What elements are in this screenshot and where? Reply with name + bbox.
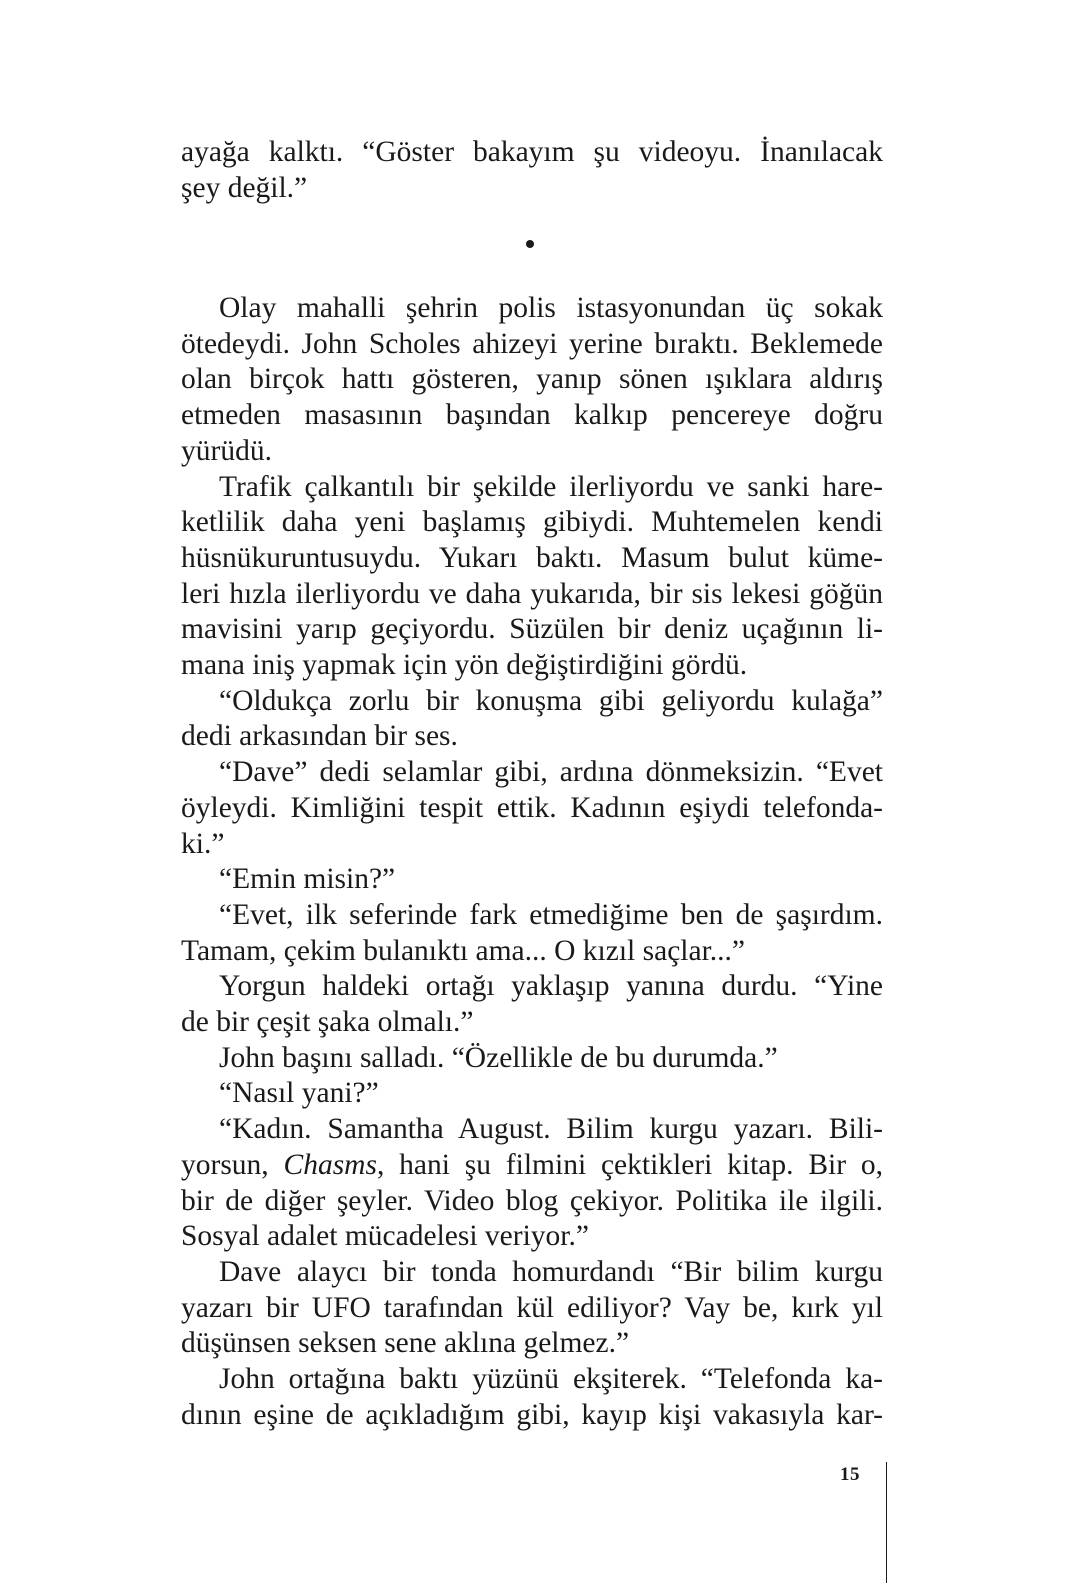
text-line: “Emin misin?” — [219, 863, 396, 896]
text-line: öyleydi. Kimliğini tespit ettik. Kadının eşiydi telefonda- — [181, 791, 883, 824]
text-line: dının eşine de açıkladığım gibi, kayıp kişi vakasıyla kar- — [181, 1398, 883, 1431]
text-line: “Dave” dedi selamlar gibi, ardına dönmeksizin. “Evet — [219, 756, 883, 789]
text-line: ki.” — [181, 827, 225, 860]
text-line: “Evet, ilk seferinde fark etmediğime ben de şaşırdım. — [219, 898, 883, 931]
text-fragment: , hani şu filmini çektikleri kitap. Bir o, — [376, 1148, 883, 1181]
page-number: 15 — [840, 1464, 860, 1485]
text-line: düşünsen seksen sene aklına gelmez.” — [181, 1327, 630, 1360]
text-line: John ortağına baktı yüzünü ekşiterek. “Telefonda ka- — [219, 1363, 883, 1396]
text-line: Sosyal adalet mücadelesi veriyor.” — [181, 1220, 589, 1253]
text-line: Trafik çalkantılı bir şekilde ilerliyordu ve sanki hare- — [219, 470, 883, 503]
text-line: ketlilik daha yeni başlamış gibiydi. Muhtemelen kendi — [181, 506, 883, 539]
text-line: mana iniş yapmak için yön değiştirdiğini gördü. — [181, 649, 748, 682]
text-line: yürüdü. — [181, 434, 272, 467]
text-line: şey değil.” — [181, 171, 308, 204]
text-line: Olay mahalli şehrin polis istasyonundan üç sokak — [219, 292, 883, 324]
text-line: ötedeydi. John Scholes ahizeyi yerine bıraktı. Beklemede — [181, 327, 883, 360]
text-fragment: yorsun, — [181, 1148, 284, 1181]
text-line: “Oldukça zorlu bir konuşma gibi geliyordu kulağa” — [219, 684, 883, 717]
text-line: hüsnükuruntusuydu. Yukarı baktı. Masum bulut küme- — [181, 541, 883, 574]
text-line: mavisini yarıp geçiyordu. Süzülen bir deniz uçağının li- — [181, 613, 883, 646]
text-line: “Nasıl yani?” — [219, 1077, 379, 1110]
text-line: de bir çeşit şaka olmalı.” — [181, 1006, 474, 1039]
text-line: Tamam, çekim bulanıktı ama... O kızıl saçlar...” — [181, 934, 745, 967]
text-line: yazarı bir UFO tarafından kül ediliyor? Vay be, kırk yıl — [181, 1291, 883, 1324]
text-line: “Kadın. Samantha August. Bilim kurgu yazarı. Bili- — [219, 1113, 883, 1146]
text-line: leri hızla ilerliyordu ve daha yukarıda, bir sis lekesi göğün — [181, 577, 883, 610]
text-line-with-title — [181, 1148, 883, 1184]
body-text — [181, 291, 883, 1434]
text-line: John başını salladı. “Özellikle de bu durumda.” — [219, 1041, 778, 1074]
text-line: Dave alaycı bir tonda homurdandı “Bir bilim kurgu — [219, 1255, 883, 1288]
text-line: dedi arkasından bir ses. — [181, 720, 458, 753]
text-line: etmeden masasının başından kalkıp pencereye doğru — [181, 399, 883, 432]
text-line: olan birçok hattı gösteren, yanıp sönen ışıklara aldırış — [181, 363, 883, 396]
section-separator-dot — [526, 240, 534, 248]
text-line: ayağa kalktı. “Göster bakayım şu videoyu. İnanılacak — [181, 136, 883, 168]
top-paragraph — [181, 135, 883, 206]
text-line: bir de diğer şeyler. Video blog çekiyor. Politika ile ilgili. — [181, 1184, 883, 1217]
book-title: Chasms — [283, 1148, 377, 1181]
margin-rule — [886, 1462, 887, 1583]
text-line: Yorgun haldeki ortağı yaklaşıp yanına durdu. “Yine — [219, 970, 883, 1003]
